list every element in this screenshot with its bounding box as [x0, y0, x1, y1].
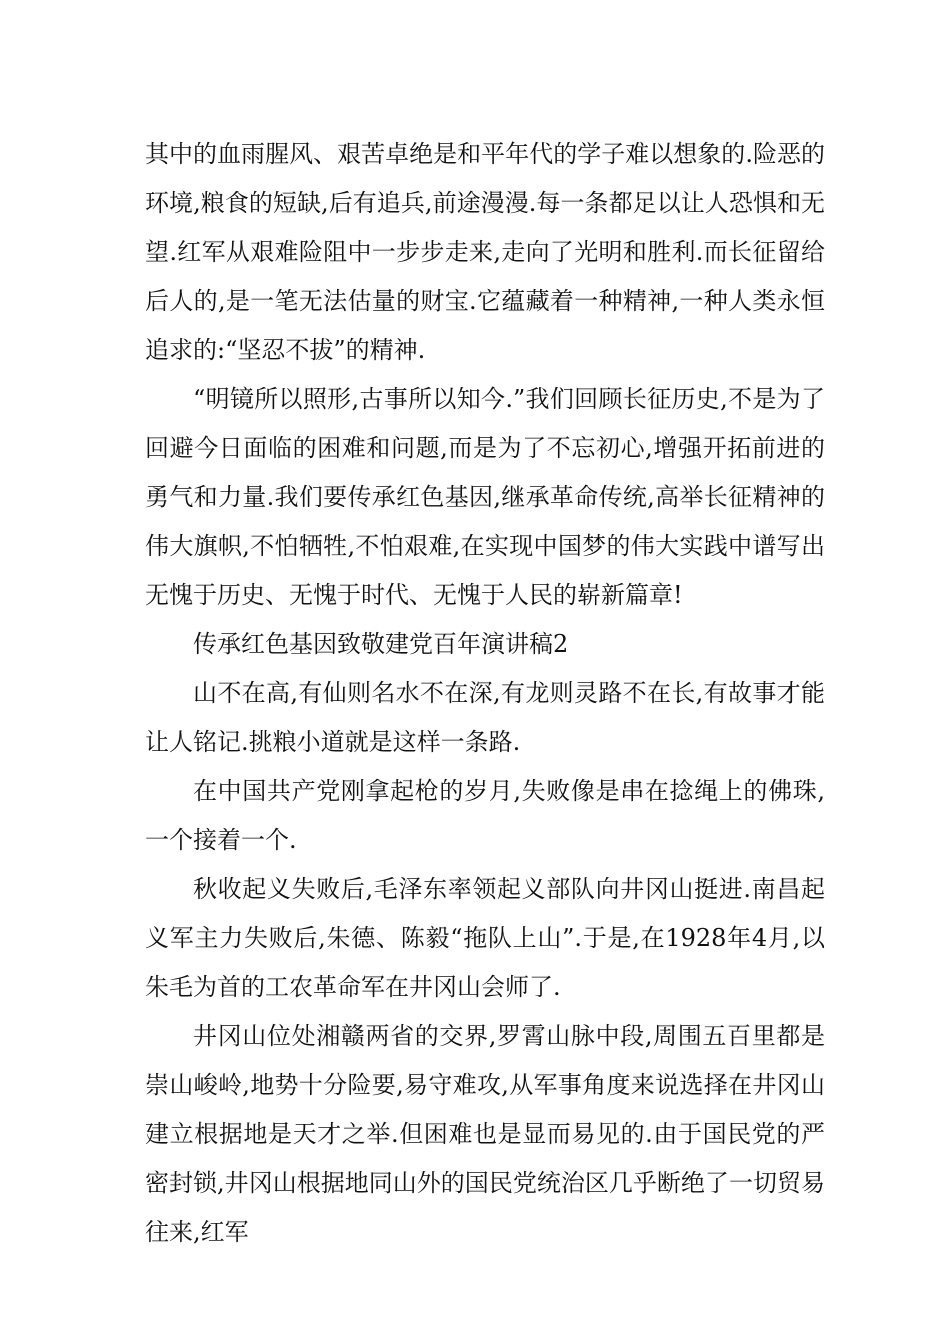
- body-paragraph: 井冈山位处湘赣两省的交界,罗霄山脉中段,周围五百里都是崇山峻岭,地势十分险要,易守难攻,从军事角度来说选择在井冈山建立根据地是天才之举.但困难也是显而易见的.由于国民党的严密封锁,井冈山根据地同山外的国民党统治区几乎断绝了一切贸易往来,红军: [145, 1022, 825, 1246]
- body-paragraph: 在中国共产党刚拿起枪的岁月,失败像是串在捻绳上的佛珠,一个接着一个.: [145, 777, 825, 854]
- body-paragraph: 其中的血雨腥风、艰苦卓绝是和平年代的学子难以想象的.险恶的环境,粮食的短缺,后有追兵,前途漫漫.每一条都足以让人恐惧和无望.红军从艰难险阻中一步步走来,走向了光明和胜利.而长征留给后人的,是一笔无法估量的财宝.它蕴藏着一种精神,一种人类永恒追求的:“坚忍不拔”的精神.: [145, 140, 825, 364]
- document-body: [145, 130, 825, 1257]
- body-paragraph: “明镜所以照形,古事所以知今.”我们回顾长征历史,不是为了回避今日面临的困难和问题,而是为了不忘初心,增强开拓前进的勇气和力量.我们要传承红色基因,继承革命传统,高举长征精神的伟大旗帜,不怕牺牲,不怕艰难,在实现中国梦的伟大实践中谱写出无愧于历史、无愧于时代、无愧于人民的崭新篇章!: [145, 385, 825, 609]
- body-paragraph: 山不在高,有仙则名水不在深,有龙则灵路不在长,有故事才能让人铭记.挑粮小道就是这样一条路.: [145, 679, 825, 756]
- body-paragraph: 秋收起义失败后,毛泽东率领起义部队向井冈山挺进.南昌起义军主力失败后,朱德、陈毅“拖队上山”.于是,在1928年4月,以朱毛为首的工农革命军在井冈山会师了.: [145, 875, 825, 1001]
- section-heading: 传承红色基因致敬建党百年演讲稿2: [193, 630, 569, 658]
